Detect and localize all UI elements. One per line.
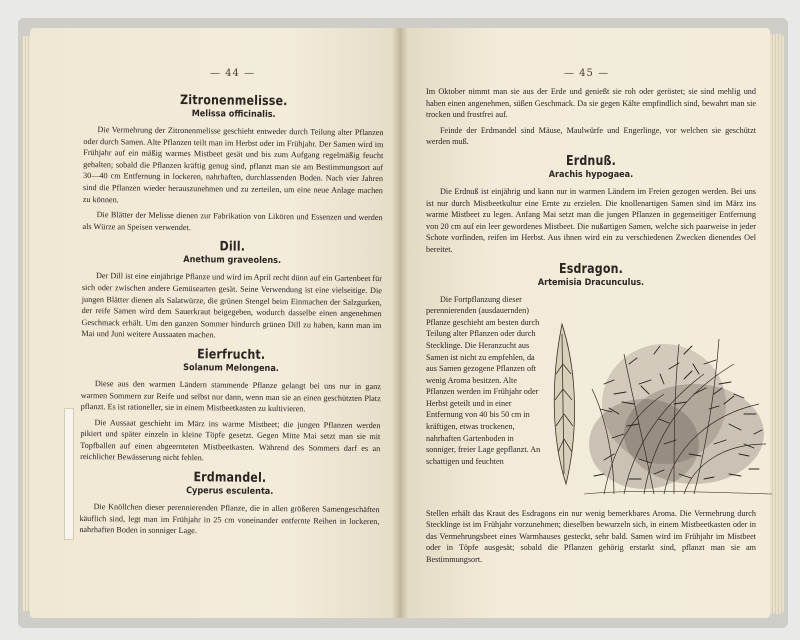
section-title: Esdragon. <box>558 261 624 277</box>
book-gutter <box>392 28 408 618</box>
section-dill <box>81 238 382 343</box>
section-title: Eierfrucht. <box>197 347 266 363</box>
tarragon-engraving-illustration <box>544 294 774 504</box>
section-title: Zitronenmelisse. <box>180 93 288 110</box>
left-page <box>30 28 400 618</box>
section-zitronenmelisse <box>82 92 383 235</box>
illustrated-text <box>426 294 544 472</box>
section-eierfrucht <box>80 346 381 466</box>
paragraph: Die Aussaat geschieht im März ins warme Mistbeet; die jungen Pflanzen werden pikiert und später einzeln in kleine Töpfe gesetzt. Gegen Mitte Mai setzt man sie mit Topfballen auf einen abgeernteten Mistbeetkasten. Während des Sommers darf es an reichlicher Bewässerung nicht fehlen. <box>80 417 381 463</box>
page-number-left: — 44 — <box>210 68 256 79</box>
paragraph: Feinde der Erdmandel sind Mäuse, Maulwürfe und Engerlinge, vor welchen sie geschützt werden muß. <box>426 125 756 147</box>
paragraph: Die Vermehrung der Zitronenmelisse geschieht entweder durch Teilung alter Pflanzen oder durch Samen. Alte Pflanzen teilt man im Herbst oder im Frühjahr. Der Samen wird im Frühjahr auf ein mäßig warmes Mistbeet gesät und bis zum Aufgang regelmäßig feucht gehalten; sobald die Pflanzen kräftig genug sind, pflanzt man sie am Bestimmungsort auf 30—40 cm Entfernung in lockeren, nahrhaften, durchlassenden Boden. Nach vier Jahren sind die Pflanzen wieder herauszunehmen und zu zerteilen, um eine neue Anlage machen zu können. <box>82 125 384 204</box>
latin-name: Melissa officinalis. <box>191 109 276 121</box>
section-title: Erdnuß. <box>566 153 616 169</box>
paragraph: Die Fortpflanzung dieser perennierenden (ausdauernden) Pflanze geschieht am besten durch Teilung alter Pflanzen oder durch Stecklinge. Die Heranzucht aus Samen ist nicht zu empfehlen, da aus Samen gezogene Pflanzen oft wenig Aroma besitzen. Alte Pflanzen werden im Frühjahr oder Herbst geteilt und in einer Entfernung von 40 bis 50 cm in kräftigen, etwas trockenen, nahrhaften Gartenboden in sonniger, freier Lage gepflanzt. An schattigen und feuchten <box>426 294 541 466</box>
latin-name: Anethum graveolens. <box>183 255 282 267</box>
paragraph: Diese aus den warmen Ländern stammende Pflanze gelangt bei uns nur in ganz warmen Sommern zur Reife und selbst nur dann, wenn man sie an einen geschützten Platz pflanzt. Es ist rationeller, sie in einem Mistbeetkasten zu kultivieren. <box>80 379 381 414</box>
latin-name: Artemisia Dracunculus. <box>537 277 645 288</box>
paragraph: Die Erdnuß ist einjährig und kann nur in warmen Ländern im Freien gezogen werden. Bei uns ist nur durch Mistbeetkultur eine Ernte zu erzielen. Die knollenartigen Samen sind im März ins warme Mistbeet zu legen. Anfang Mai setzt man die jungen Pflanzen in gegenseitiger Entfernung von 20 cm auf ein leer gewordenes Mistbeet. Die nußartigen Samen, welche sich paarweise in jeder Schote vorfinden, reifen im Herbst. Aus ihnen wird ein zu verschiedenen Zwecken dienendes Oel bereitet. <box>426 186 756 254</box>
paragraph: Die Blätter der Melisse dienen zur Fabrikation von Likören und Essenzen und werden als Würze an Speisen verwendet. <box>82 210 383 232</box>
latin-name: Solanum Melongena. <box>183 362 279 374</box>
section-title: Dill. <box>219 239 246 256</box>
right-column <box>426 86 756 570</box>
bookmark-strip <box>64 408 74 540</box>
illustrated-block <box>426 294 756 504</box>
section-erdmandel <box>79 469 380 539</box>
section-esdragon <box>426 262 756 566</box>
left-column <box>79 86 384 543</box>
right-page <box>400 28 770 618</box>
paragraph: Im Oktober nimmt man sie aus der Erde und genießt sie roh oder geröstet; sie sind mehlig und haben einen angenehmen, süßen Geschmack. Da sie gegen Kälte empfindlich sind, bewahrt man sie trocken und frostfrei auf. <box>426 87 756 120</box>
page-number-right: — 45 — <box>564 68 610 79</box>
section-erdnuss <box>426 154 756 256</box>
section-title: Erdmandel. <box>193 470 267 486</box>
paragraph: Stellen erhält das Kraut des Esdragons ein nur wenig bemerkbares Aroma. Die Vermehrung durch Stecklinge ist im Frühjahr vorzunehmen; dieselben bewurzeln sich, in einem Mistbeetkasten oder in das Vermehrungsbeet eines Warmhauses gesteckt, sehr bald. Samen wird im Frühjahr im Mistbeet oder in Töpfe ausgesät; sobald die Pflanzen gehörig erstarkt sind, pflanzt man sie am Bestimmungsort. <box>426 508 756 564</box>
latin-name: Cyperus esculenta. <box>186 486 274 498</box>
latin-name: Arachis hypogaea. <box>548 169 634 180</box>
paragraph: Die Knöllchen dieser perennierenden Pflanze, die in allen größeren Samengeschäften käuflich sind, legt man im Frühjahr in 25 cm voneinander entfernte Reihen in lockeren, nahrhaften Boden in sonniger Lage. <box>79 502 380 536</box>
paragraph: Der Dill ist eine einjährige Pflanze und wird im April recht dünn auf ein Gartenbeet für sich oder zwischen andere Gemüsearten gesät. Seine Verwendung ist eine vielseitige. Die jungen Blätter dienen als Salatwürze, die grünen Stengel beim Einmachen der Salzgurken, der reife Samen wird dem Sauerkraut beigegeben, wodurch dasselbe einen angenehmen Geschmack erhält. Um den ganzen Sommer hindurch grünen Dill zu haben, kann man im Mai und Juni weitere Aussaaten machen. <box>81 271 383 340</box>
